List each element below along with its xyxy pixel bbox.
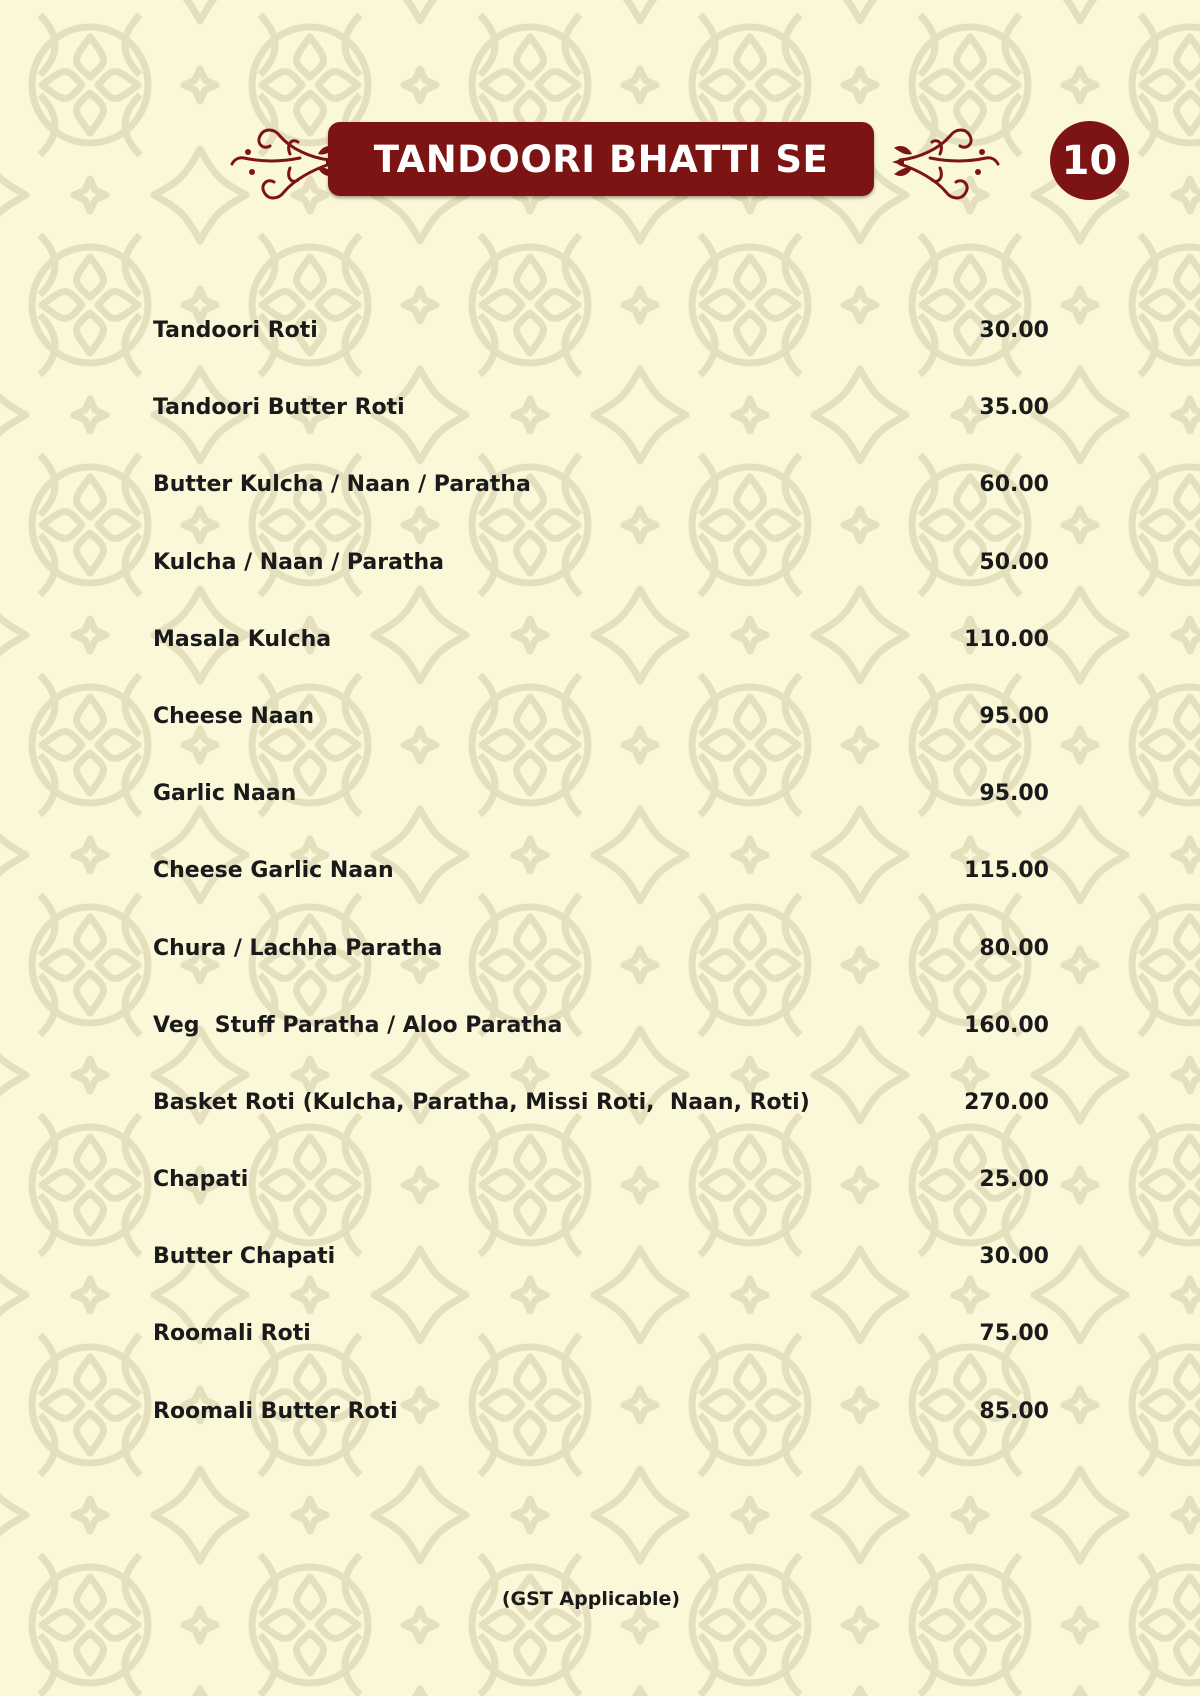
gst-note: (GST Applicable) [501,1588,681,1610]
menu-item [153,548,1049,625]
item-price: 85.00 [979,1398,1049,1424]
menu-item [153,934,1049,1011]
item-price: 115.00 [964,858,1049,884]
item-price: 110.00 [964,626,1049,652]
menu-list [153,316,1049,1474]
item-name: Tandoori Butter Roti [153,395,405,421]
item-price: 25.00 [979,1167,1049,1193]
item-price: 270.00 [964,1089,1049,1115]
menu-item [153,856,1049,933]
menu-item [153,316,1049,393]
item-price: 80.00 [979,935,1049,961]
item-name: Tandoori Roti [153,318,318,343]
item-name: Masala Kulcha [153,626,332,652]
menu-item [153,1011,1049,1088]
item-name: Roomali Roti [153,1321,311,1347]
item-name: Cheese Naan [153,703,315,729]
item-price: 60.00 [979,472,1049,498]
item-price: 95.00 [979,703,1049,729]
left-flourish-icon [230,118,340,208]
item-price: 35.00 [979,395,1049,421]
item-name: Veg Stuff Paratha / Aloo Paratha [153,1012,563,1038]
menu-item [153,470,1049,547]
item-price: 160.00 [964,1012,1049,1038]
menu-item [153,625,1049,702]
menu-item [153,1165,1049,1242]
item-name: Kulcha / Naan / Paratha [153,549,444,575]
item-name: Cheese Garlic Naan [153,858,394,884]
item-price: 30.00 [979,318,1049,343]
item-price: 75.00 [979,1321,1049,1347]
item-name: Garlic Naan [153,781,297,807]
item-name: Butter Kulcha / Naan / Paratha [153,472,531,498]
menu-item [153,1397,1049,1474]
section-header [230,118,970,208]
page-number-badge [1050,121,1129,200]
item-name: Roomali Butter Roti [153,1398,398,1424]
right-flourish-icon [890,118,1000,208]
page-title: TANDOORI BHATTI SE [373,137,829,181]
menu-item [153,702,1049,779]
menu-item [153,1088,1049,1165]
item-price: 95.00 [979,781,1049,807]
title-banner [328,122,874,196]
item-price: 50.00 [979,549,1049,575]
item-name: Chura / Lachha Paratha [153,935,443,961]
item-name: Chapati [153,1167,249,1193]
item-price: 30.00 [979,1244,1049,1270]
menu-item [153,1242,1049,1319]
page-number: 10 [1061,137,1118,184]
menu-item [153,779,1049,856]
item-name: Butter Chapati [153,1244,336,1270]
menu-item [153,393,1049,470]
menu-item [153,1319,1049,1396]
item-name: Basket Roti (Kulcha, Paratha, Missi Roti, Naan, Roti) [153,1089,810,1115]
